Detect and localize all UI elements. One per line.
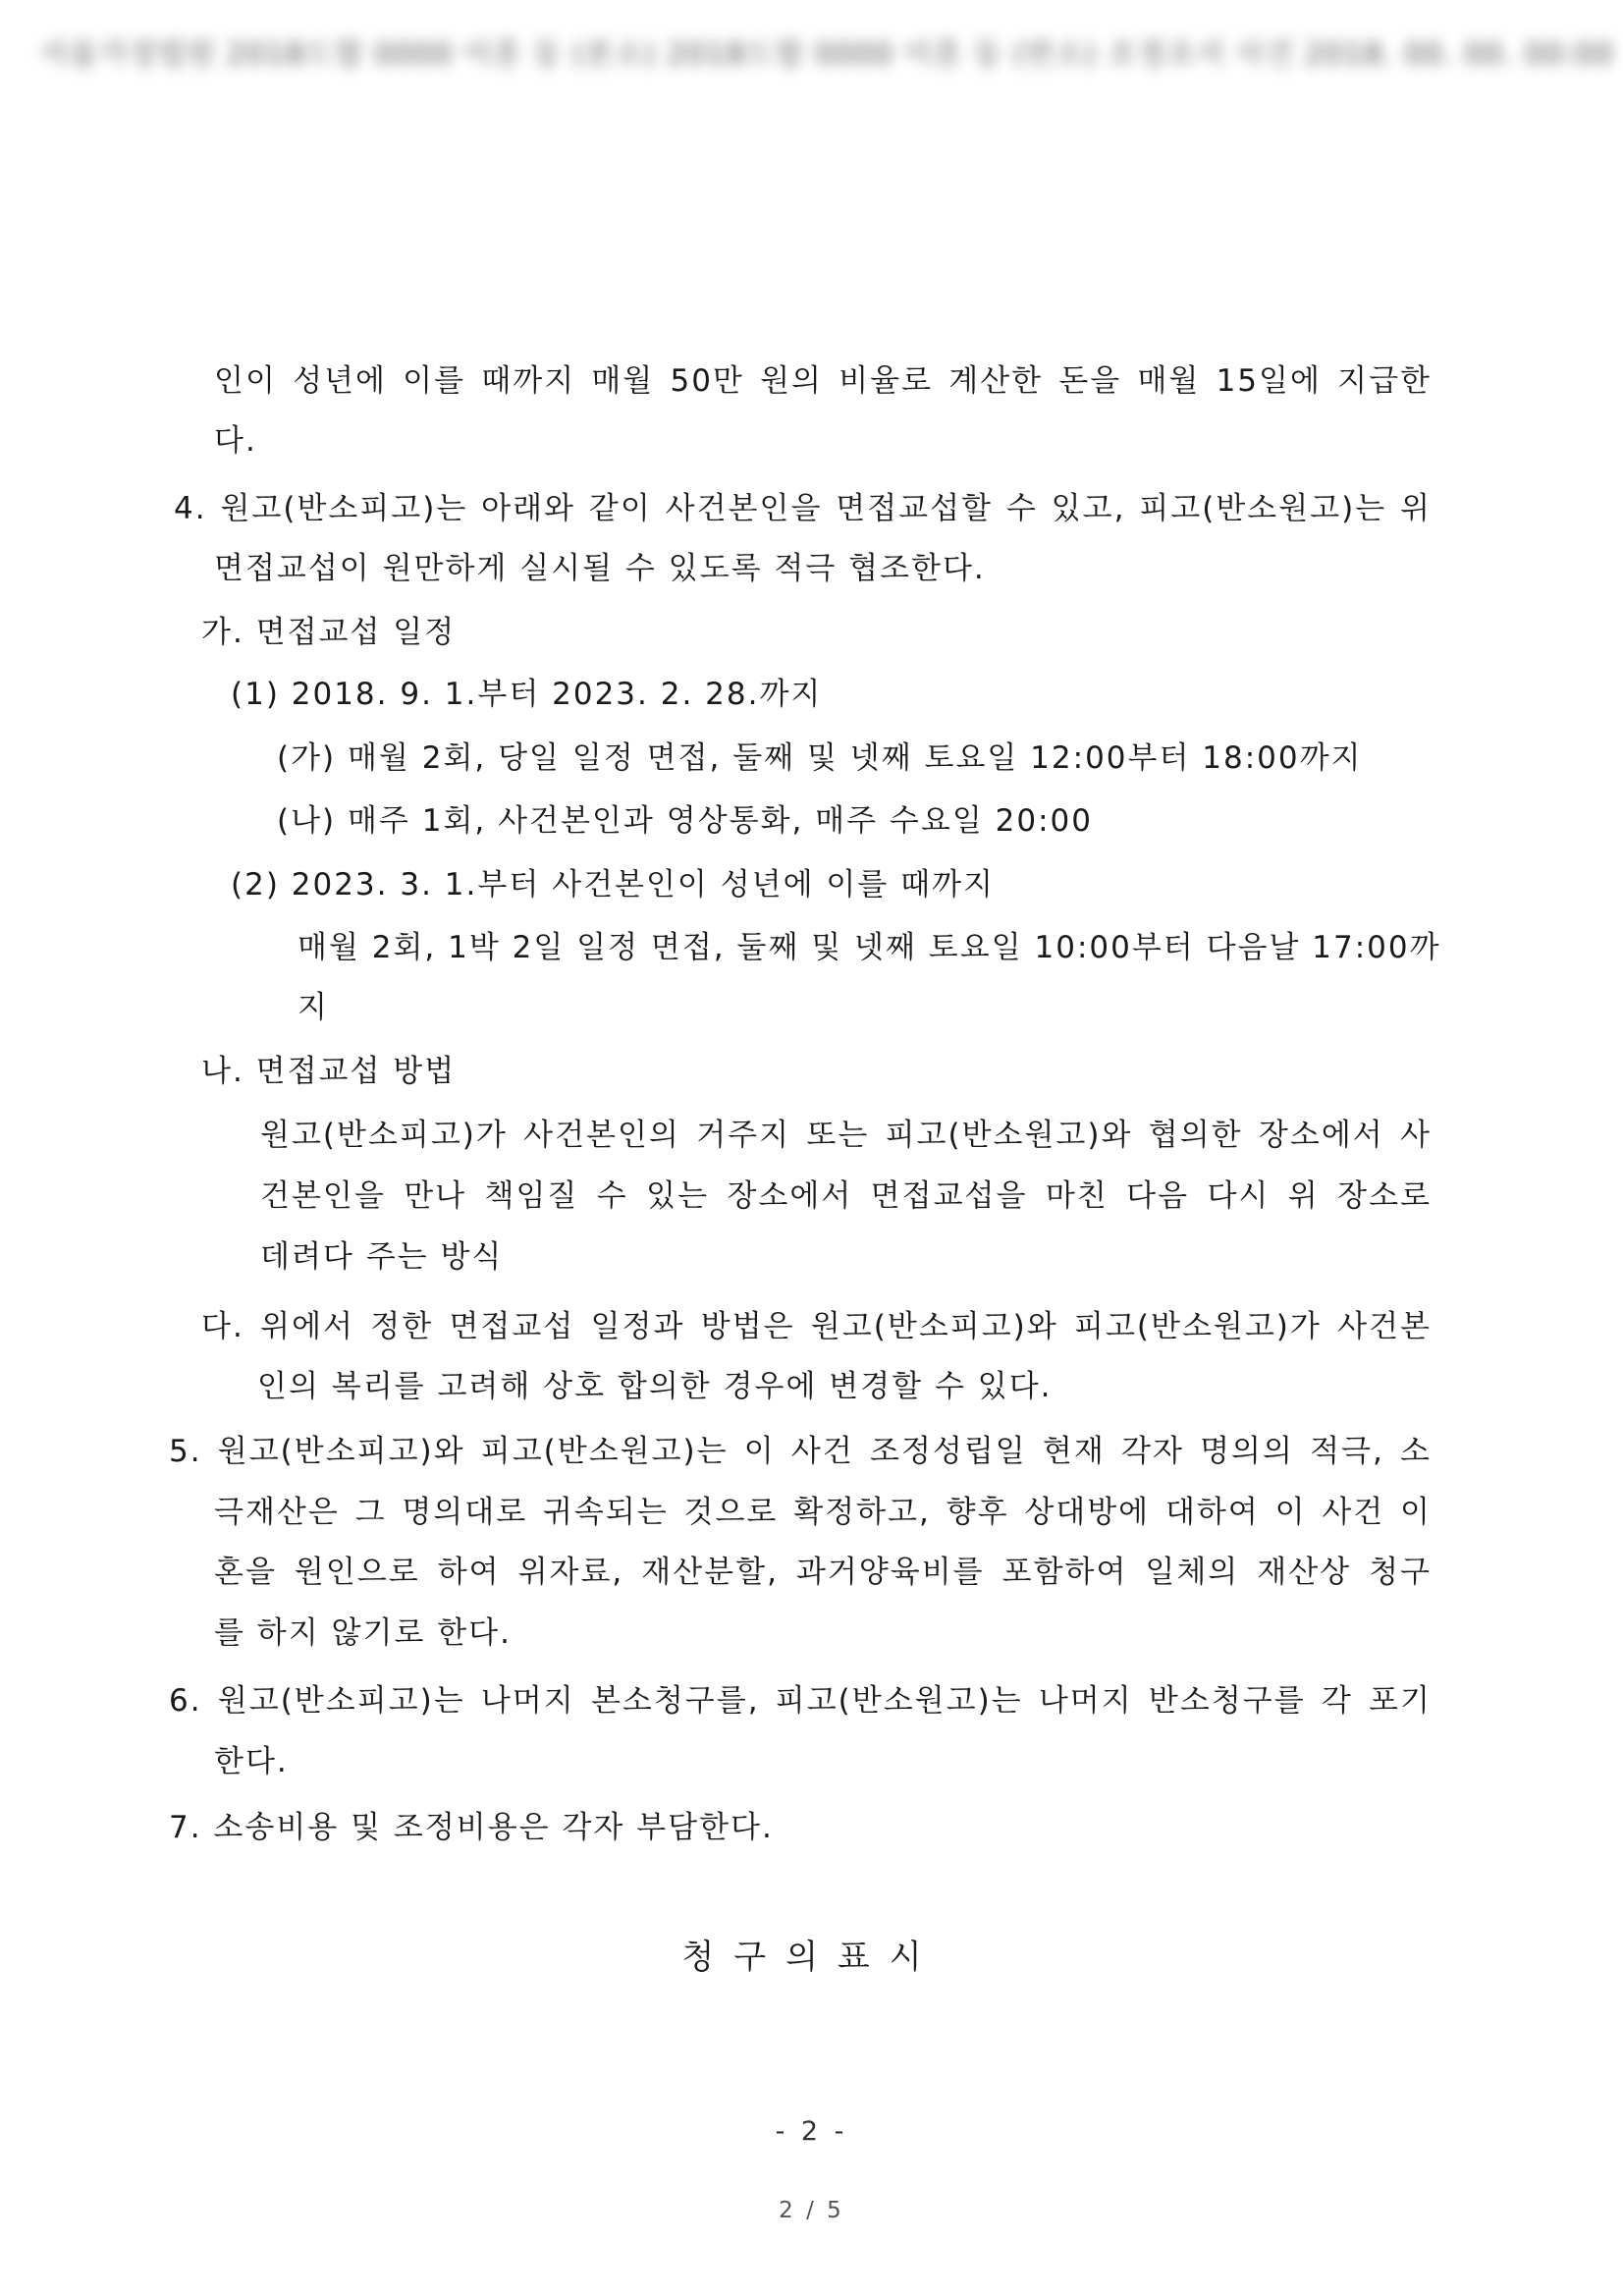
text-line: 데려다 주는 방식 (260, 1239, 504, 1275)
text-line: (가) 매월 2회, 당일 일정 면접, 둘째 및 넷째 토요일 12:00부터 18:00까지 (277, 740, 1363, 776)
redacted-header: 서울가정법원 2018드합 0000 이혼 등 (본소) 2018드합 0000 이혼 등 (반소) 조정조서 사건 2018. 00. 00. 00:00 (39, 37, 1615, 72)
text-line: 혼을 원인으로 하여 위자료, 재산분할, 과거양육비를 포함하여 일체의 재산상 청구 (214, 1555, 1432, 1590)
text-line: 5. 원고(반소피고)와 피고(반소원고)는 이 사건 조정성립일 현재 각자 명의의 적극, 소 (169, 1434, 1432, 1469)
text-line: 한다. (214, 1744, 289, 1779)
text-line: 인의 복리를 고려해 상호 합의한 경우에 변경할 수 있다. (257, 1369, 1053, 1404)
text-line: 면접교섭이 원만하게 실시될 수 있도록 적극 협조한다. (214, 551, 986, 586)
text-line: 다. 위에서 정한 면접교섭 일정과 방법은 원고(반소피고)와 피고(반소원고)가 사건본 (201, 1309, 1432, 1344)
text-line: (나) 매주 1회, 사건본인과 영상통화, 매주 수요일 20:00 (277, 803, 1093, 839)
text-line: 건본인을 만나 책임질 수 있는 장소에서 면접교섭을 마친 다음 다시 위 장소로 (260, 1178, 1432, 1214)
text-line: 원고(반소피고)가 사건본인의 거주지 또는 피고(반소원고)와 협의한 장소에서 사 (260, 1118, 1432, 1153)
text-line: 가. 면접교섭 일정 (201, 615, 457, 650)
text-line: 나. 면접교섭 방법 (201, 1054, 457, 1089)
page-counter: 2 / 5 (779, 2198, 844, 2223)
text-line: 매월 2회, 1박 2일 일정 면접, 둘째 및 넷째 토요일 10:00부터 다음날 17:00까 (298, 930, 1441, 965)
page-number: - 2 - (775, 2116, 848, 2147)
text-line: 를 하지 않기로 한다. (214, 1615, 512, 1651)
text-line: 지 (298, 990, 329, 1025)
text-line: (1) 2018. 9. 1.부터 2023. 2. 28.까지 (231, 677, 823, 712)
text-line: 4. 원고(반소피고)는 아래와 같이 사건본인을 면접교섭할 수 있고, 피고(반소원고)는 위 (174, 491, 1432, 526)
text-line: 6. 원고(반소피고)는 나머지 본소청구를, 피고(반소원고)는 나머지 반소청구를 각 포기 (169, 1683, 1432, 1719)
text-line: (2) 2023. 3. 1.부터 사건본인이 성년에 이를 때까지 (231, 867, 995, 902)
text-line: 인이 성년에 이를 때까지 매월 50만 원의 비율로 계산한 돈을 매월 15일에 지급한 (214, 363, 1432, 399)
text-line: 7. 소송비용 및 조정비용은 각자 부담한다. (169, 1810, 774, 1845)
section-title: 청구의표시 (681, 1938, 942, 1977)
text-line: 다. (214, 423, 257, 459)
text-line: 극재산은 그 명의대로 귀속되는 것으로 확정하고, 향후 상대방에 대하여 이 사건 이 (214, 1495, 1432, 1530)
